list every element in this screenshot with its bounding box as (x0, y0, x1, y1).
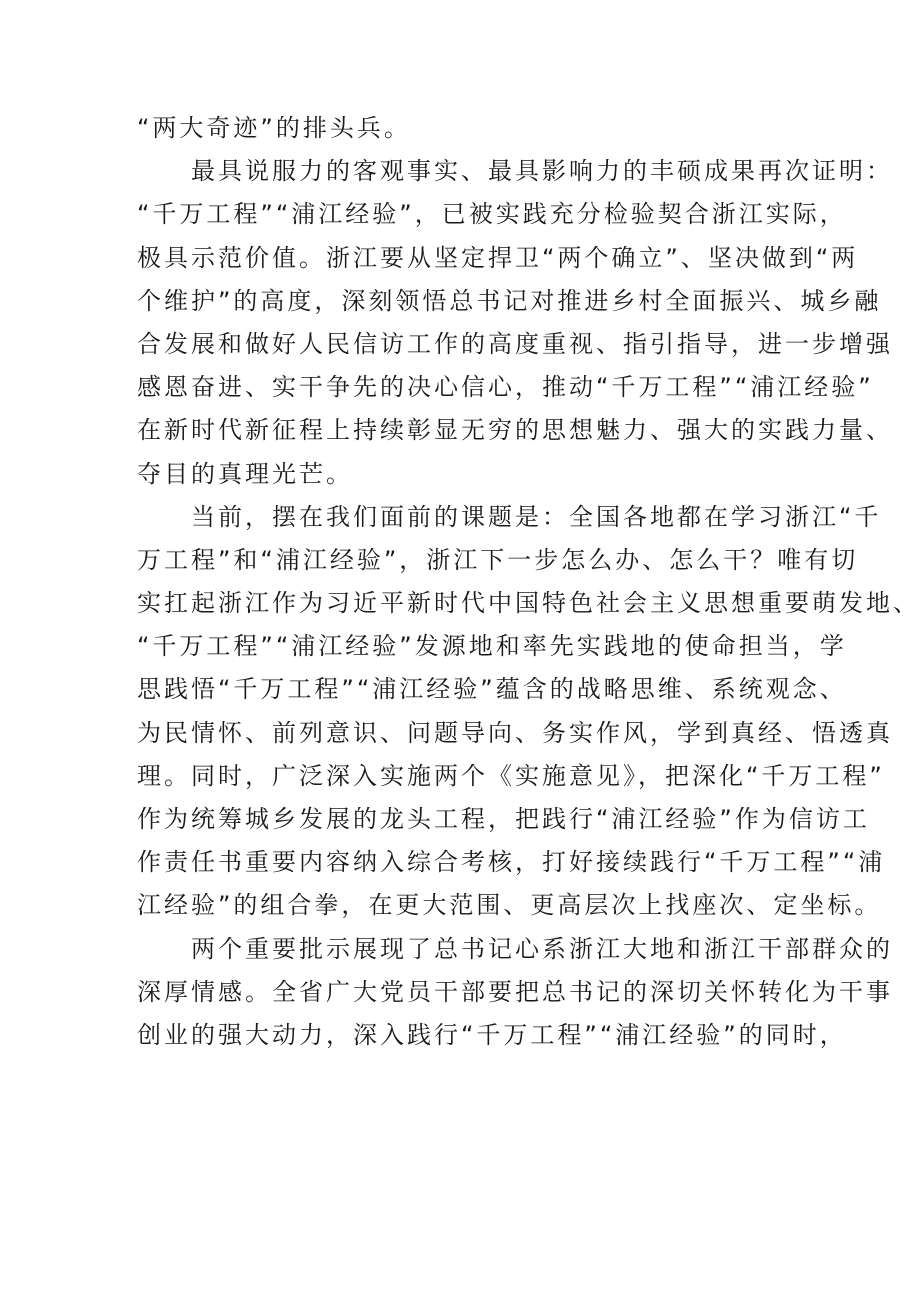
text-line: “两大奇迹”的排头兵。 (137, 114, 411, 142)
text-line: 极具示范价值。浙江要从坚定捍卫“两个确立”、坚决做到“两 (137, 243, 859, 272)
text-line: 最具说服力的客观事实、最具影响力的丰硕成果再次证明： (191, 157, 893, 186)
text-line: 个维护”的高度，深刻领悟总书记对推进乡村全面振兴、城乡融 (137, 286, 882, 315)
text-line: 感恩奋进、实干争先的决心信心，推动“千万工程”“浦江经验” (137, 373, 874, 402)
text-line: 作为统筹城乡发展的龙头工程，把践行“浦江经验”作为信访工 (137, 805, 870, 833)
text-line: 理。同时，广泛深入实施两个《实施意见》，把深化“千万工程” (137, 761, 885, 790)
text-line: “千万工程”“浦江经验”，已被实践充分检验契合浙江实际， (137, 200, 847, 229)
text-line: 深厚情感。全省广大党员干部要把总书记的深切关怀转化为干事 (137, 977, 893, 1006)
text-line: 在新时代新征程上持续彰显无穷的思想魅力、强大的实践力量、 (137, 416, 893, 445)
text-line: 合发展和做好人民信访工作的高度重视、指引指导，进一步增强 (137, 329, 893, 358)
text-line: 万工程”和“浦江经验”，浙江下一步怎么办、怎么干？唯有切 (137, 545, 859, 574)
text-line: 创业的强大动力，深入践行“千万工程”“浦江经验”的同时， (137, 1020, 847, 1049)
document-body (137, 110, 920, 1060)
text-line: 当前，摆在我们面前的课题是：全国各地都在学习浙江“千 (191, 502, 882, 531)
text-line: 两个重要批示展现了总书记心系浙江大地和浙江干部群众的 (191, 934, 893, 963)
text-line: 为民情怀、前列意识、问题导向、务实作风，学到真经、悟透真 (137, 718, 893, 747)
text-line: 夺目的真理光芒。 (137, 459, 353, 488)
text-line: “千万工程”“浦江经验”发源地和率先实践地的使命担当，学 (137, 632, 847, 661)
text-line: 思践悟“千万工程”“浦江经验”蕴含的战略思维、系统观念、 (137, 675, 847, 704)
text-line: 作责任书重要内容纳入综合考核，打好接续践行“千万工程”“浦 (137, 848, 886, 877)
text-line: 实扛起浙江作为习近平新时代中国特色社会主义思想重要萌发地、 (137, 589, 920, 618)
text-line: 江经验”的组合拳，在更大范围、更高层次上找座次、定坐标。 (137, 891, 882, 920)
